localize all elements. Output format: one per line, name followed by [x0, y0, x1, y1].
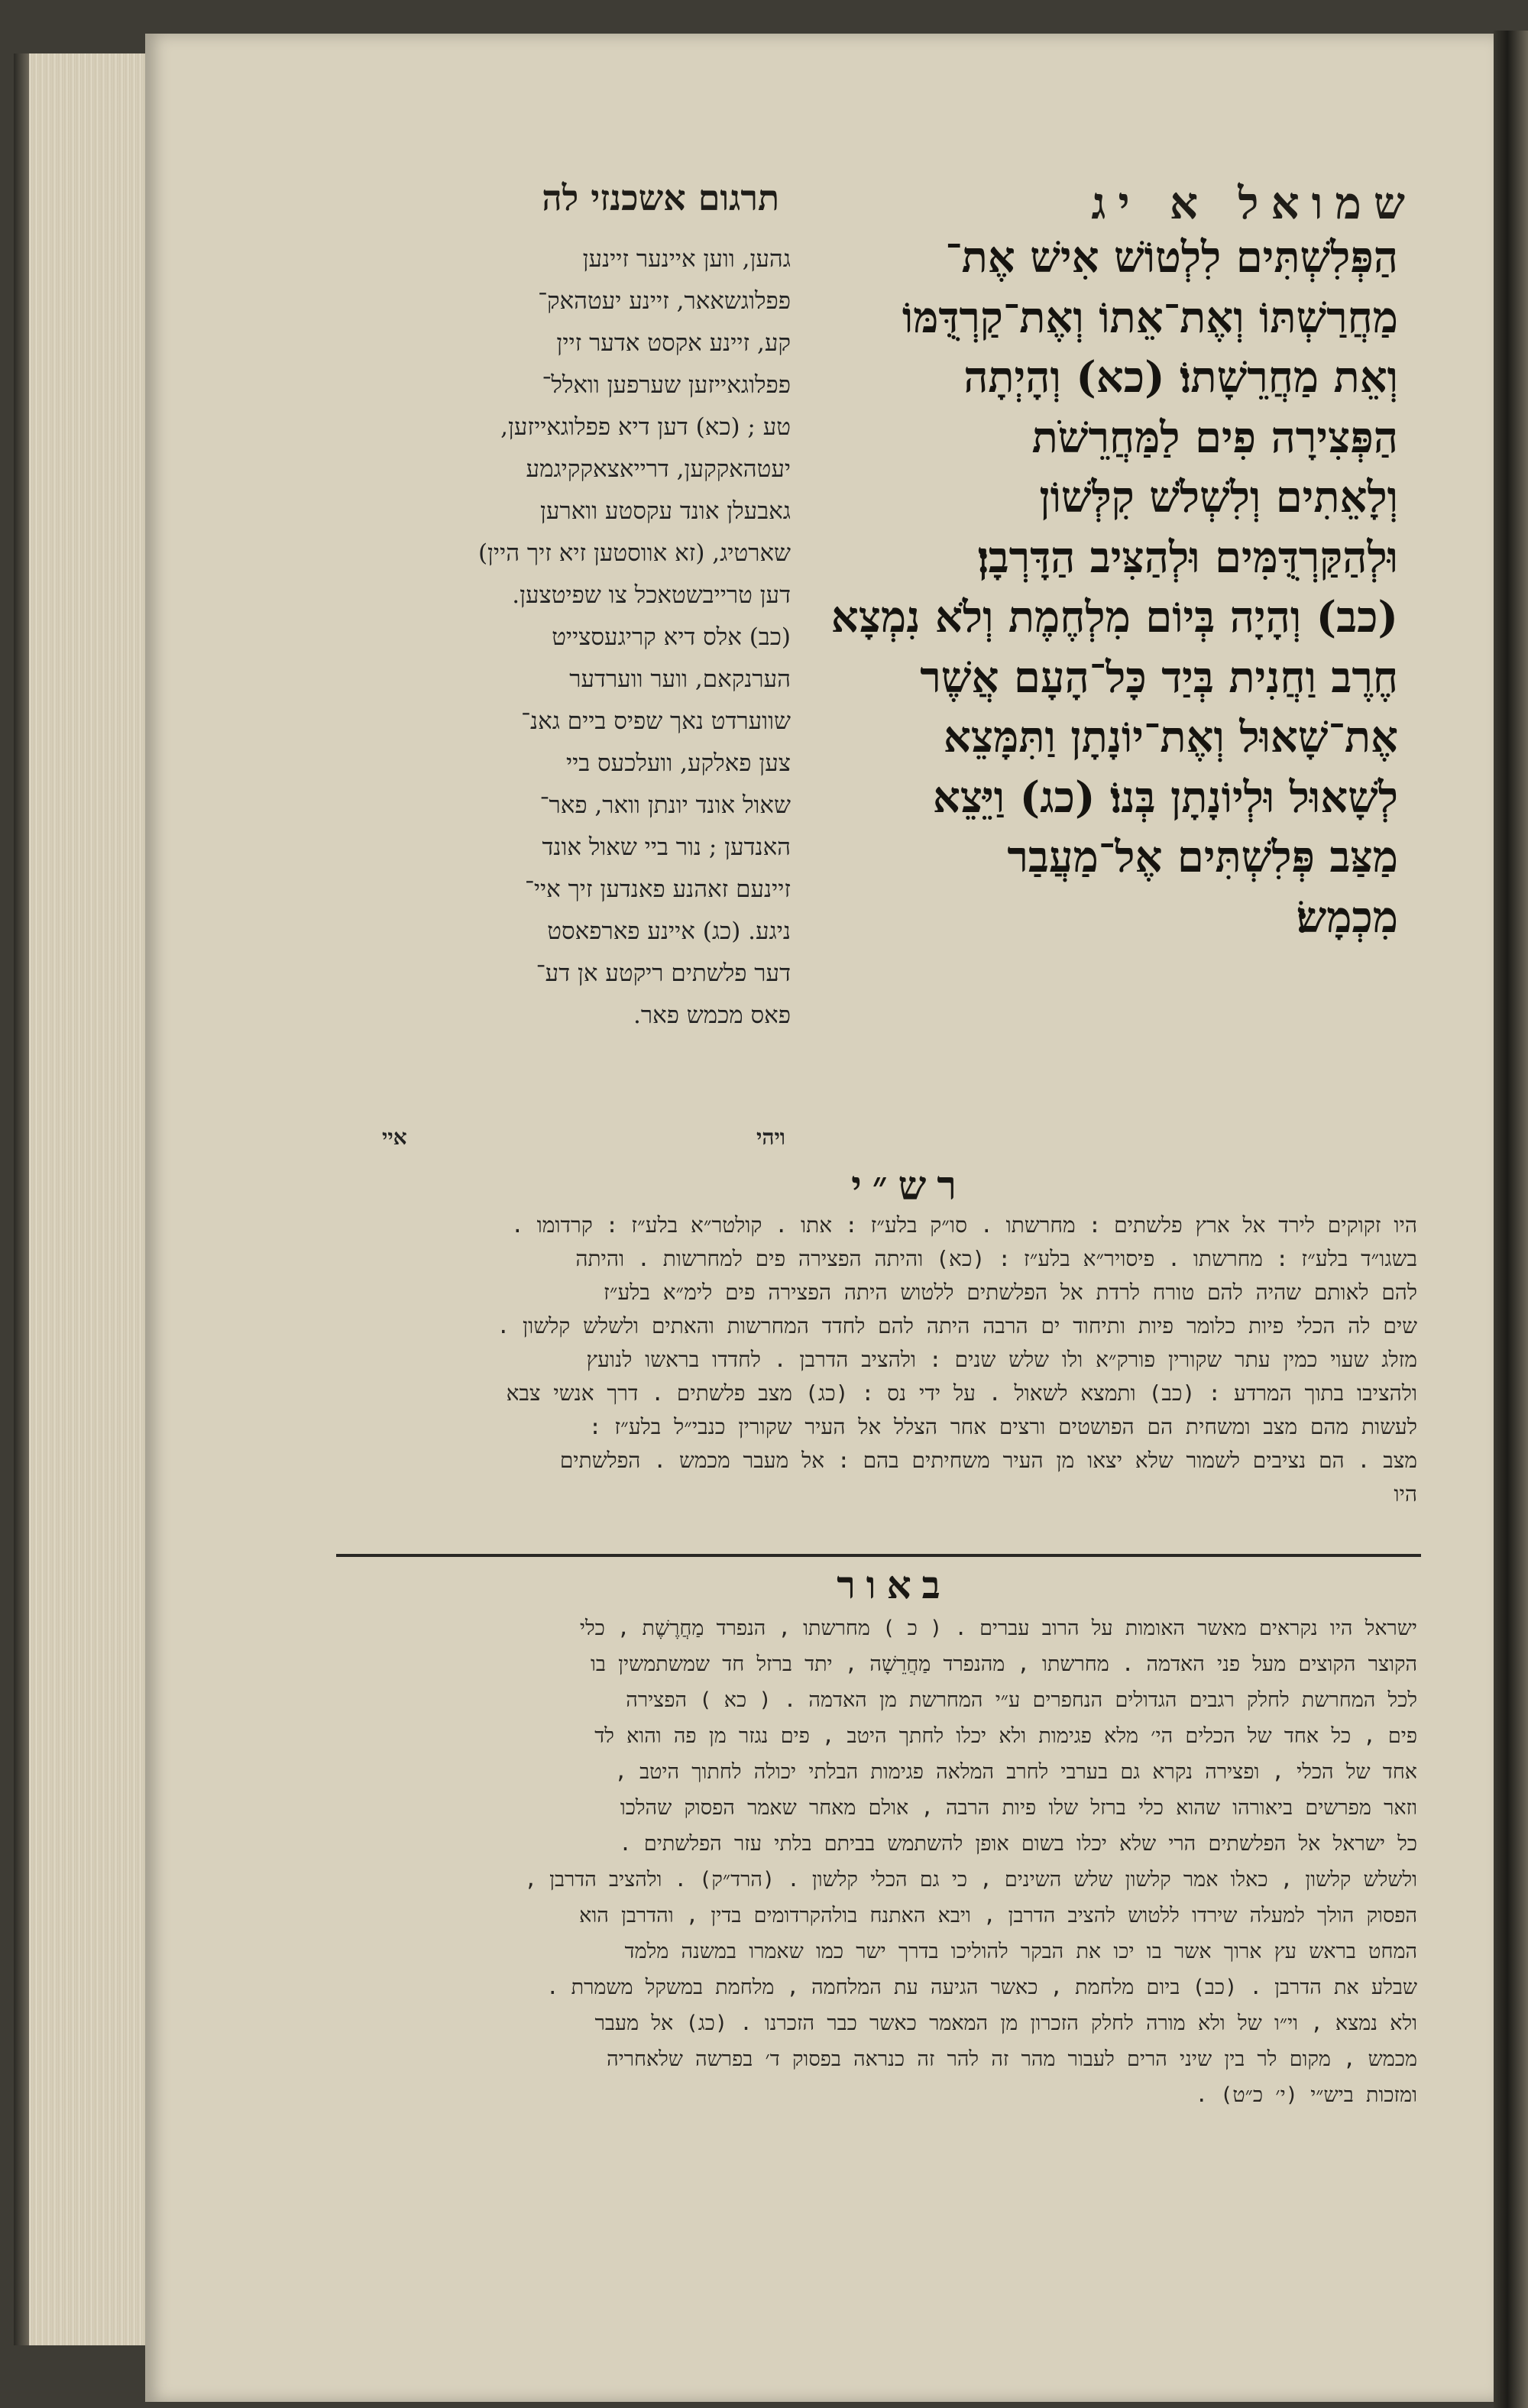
translation-line: פפלוגשאאר, זיינע יעטהאק־ — [538, 287, 791, 315]
translation-line: ניגע. (כג) איינע פארפאסט — [547, 918, 791, 945]
book-gutter — [1494, 31, 1528, 2408]
section-divider — [336, 1554, 1421, 1557]
catchword-bible: ויהי — [756, 1125, 785, 1150]
biur-line: לכל המחרשת לחלק רגבים הגדולים הנחפרים ע״י המחרשת מן האדמה . ( כא ) הפצירה — [626, 1688, 1417, 1712]
bible-line: הַפְּצִירָה פִים לַמַּחֲרֵשֹׁת — [1031, 412, 1398, 463]
running-header-book: שמואל א יג — [1091, 177, 1417, 229]
translation-line: האנדען ; נור ביי שאול אונד — [542, 833, 791, 861]
translation-line: גאבעלן אונד עקסטע ווארען — [540, 497, 791, 525]
bible-line: מַצַּב פְּלִשְׁתִּים אֶל־מַעֲבַר — [1007, 832, 1398, 882]
bible-line: הַפְּלִשְׁתִּים לִלְטוֹשׁ אִישׁ אֶת־ — [945, 232, 1398, 283]
biur-line: מכמש , מקום לר בין שיני הרים לעבור מהר זה להר זה כנראה בפסוק ד׳ בפרשה שלאחריה — [607, 2047, 1417, 2071]
biur-line: שבלע את הדרבן . (כב) ביום מלחמת , כאשר הגיעה עת המלחמה , מלחמת במשקל משמרת . — [546, 1976, 1417, 1999]
bible-line: (כב) וְהָיָה בְּיוֹם מִלְחֶמֶת וְלֹא נִמְצָא — [830, 592, 1398, 642]
running-header-translation: תרגום אשכנזי לה — [542, 177, 779, 218]
translation-line: פפלוגאייזען שערפען וואלל־ — [542, 371, 791, 399]
translation-column — [302, 238, 791, 1037]
translation-line: (כב) אלס דיא קריגעסצייט — [552, 623, 791, 651]
translation-line: פאס מכמש פאר. — [633, 1002, 791, 1029]
biur-heading: באור — [837, 1562, 951, 1607]
translation-line: דען טרייבשטאכל צו שפיטצען. — [512, 581, 791, 609]
translation-line: יעטהאקקען, דרייאצאקקיגמע — [526, 455, 791, 483]
translation-line: גהען, ווען איינער זיינען — [582, 245, 791, 273]
rashi-commentary — [336, 1209, 1417, 1511]
rashi-line: היו — [1394, 1481, 1417, 1507]
biur-line: ישראל היו נקראים מאשר האומות על הרוב עברים . ( כ ) מחרשתו , הנפרד מַחֲרֶשֶׁת , כלי — [579, 1617, 1417, 1640]
rashi-line: להם לאותם שהיה להם טורח לרדת אל הפלשתים ללטוש היתה הפצירה פים לימ״א בלע״ז — [604, 1280, 1417, 1305]
translation-line: צען פאלקע, וועלכעס ביי — [565, 749, 791, 777]
bible-text-column — [741, 228, 1398, 947]
translation-line: שווערדט נאך שפיס ביים גאנ־ — [521, 707, 791, 735]
biur-line: וזאר מפרשים ביאורהו שהוא כלי ברזל שלו פיות הרבה , אולם מאחר שאמר הפסוק שהלכו — [620, 1796, 1417, 1820]
biur-line: ומזכות ביש״י (י׳ כ״ט) . — [1195, 2083, 1417, 2107]
bible-line: לְשָׁאוּל וּלְיוֹנָתָן בְּנוֹ׃ (כג) וַיֵּצֵא — [932, 772, 1398, 823]
rashi-heading: רש״י — [851, 1163, 967, 1209]
biur-line: ולא נמצא , וי״ו של ולא מורה לחלק הזכרון מן המאמר כאשר כבר הזכרנו . (כג) אל מעבר — [594, 2012, 1417, 2035]
rashi-line: מצב . הם נציבים לשמור שלא יצאו מן העיר משחיתים בהם : אל מעבר מכמש . הפלשתים — [559, 1448, 1417, 1473]
biur-line: הקוצר הקוצים מעל פני האדמה . מחרשתו , מהנפרד מַחֲרֵשָׁה , יתד ברזל חד שמשתמשין בו — [590, 1652, 1417, 1676]
bible-line: וְאֵת מַחֲרֵשָׁתוֹ׃ (כא) וְהָיְתָה — [963, 352, 1398, 403]
translation-line: שארטיג, (זא אווסטען זיא זיך היין) — [478, 539, 791, 567]
bible-line: חֶרֶב וַחֲנִית בְּיַד כָּל־הָעָם אֲשֶׁר — [920, 652, 1398, 703]
rashi-line: ולהציבו בתוך המרדע : (כב) ותמצא לשאול . על ידי נס : (כג) מצב פלשתים . דרך אנשי צבא — [506, 1380, 1417, 1406]
biur-line: אחד של הכלי , ופצירה נקרא גם בערבי לחרב המלאה פגימות הבלתי יכולה לחתוך היטב , — [614, 1760, 1417, 1784]
translation-line: זיינעם זאהנע פאנדען זיך איי־ — [525, 875, 791, 903]
bible-line: מִכְמָשׂ׃ — [1296, 892, 1398, 943]
bible-line: מַחֲרַשְׁתּוֹ וְאֶת־אֵתוֹ וְאֶת־קַרְדֻּמּוֹ — [902, 292, 1398, 343]
bible-line: וּלְהַקַּרְדֻּמִּים וּלְהַצִּיב הַדָּרְבָן׃ — [977, 532, 1398, 583]
biur-line: כל ישראל אל הפלשתים הרי שלא יכלו בשום אופן להשתמש בביתם בלתי עזר הפלשתים . — [619, 1832, 1417, 1856]
biur-line: המחט בראש עץ ארוך אשר בו יכו את הבקר להוליכו בדרך ישר כמו שאמרו במשנה מלמד — [624, 1940, 1417, 1963]
book-page-edges — [14, 53, 149, 2345]
translation-line: קע, זיינע אקסט אדער זיין — [556, 329, 791, 357]
rashi-line: בשגו״ד בלע״ז : מחרשתו . פיסויר״א בלע״ז : (כא) והיתה הפצירה פים למחרשות . והיתה — [575, 1246, 1417, 1271]
translation-line: שאול אונד יונתן וואר, פאר־ — [539, 791, 791, 819]
rashi-line: היו זקוקים לירד אל ארץ פלשתים : מחרשתו . סו״ק בלע״ז : אתו . קולטר״א בלע״ז : קרדומו . — [510, 1212, 1417, 1238]
bible-line: וְלָאֵתִים וְלִשְׁלֹשׁ קִלְּשׁוֹן — [1039, 472, 1398, 523]
biur-line: ולשלש קלשון , כאלו אמר קלשון שלש השינים , כי גם הכלי קלשון . (הרד״ק) . ולהציב הדרבן , — [524, 1868, 1417, 1892]
biur-commentary — [336, 1610, 1417, 2113]
translation-line: הערנקאם, ווער ווערדער — [569, 665, 791, 693]
biur-line: הפסוק הולך למעלה שירדו ללטוש להציב הדרבן , ויבא האתנח בולהקרדומים בדין , והדרבן הוא — [579, 1904, 1417, 1927]
rashi-line: מזלג שעוי כמין עתר שקורין פורק״א ולו שלש שנים : ולהציב הדרבן . לחדדו בראשו לנועץ — [586, 1347, 1417, 1372]
catchword-translation: איי — [382, 1125, 407, 1150]
translation-line: דער פלשתים ריקטע אן דע־ — [536, 960, 791, 987]
rashi-line: לעשות מהם מצב ומשחית הם הפושטים ורצים אחר הצלל אל העיר שקורין כנבי״ל בלע״ז : — [588, 1414, 1417, 1439]
bible-line: אֶת־שָׁאוּל וְאֶת־יוֹנָתָן וַתִּמָּצֵא — [943, 712, 1398, 762]
rashi-line: שים לה הכלי פיות כלומר פיות ותיחוד ים הרבה היתה להם לחדד המחרשות והאתים ולשלש קלשון . — [497, 1313, 1417, 1338]
translation-line: טע ; (כא) דען דיא פפלוגאייזען, — [500, 413, 791, 441]
biur-line: פים , כל אחד של הכלים הי׳ מלא פגימות ולא יכלו לחתך היטב , פים נגזר מן פה והוא לד — [594, 1724, 1417, 1748]
